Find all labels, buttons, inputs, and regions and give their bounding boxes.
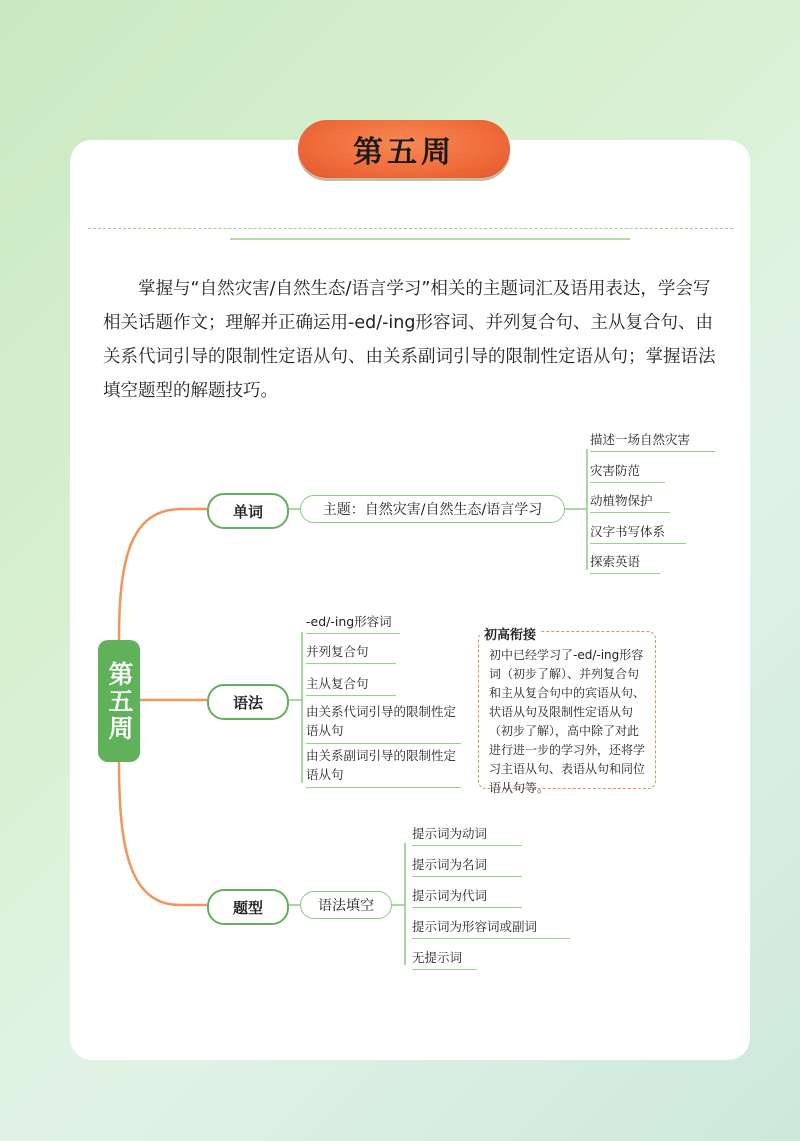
bridge-note — [478, 631, 656, 795]
mindmap-root: 第五周 — [98, 640, 140, 762]
vocab-leaf: 灾害防范 — [590, 461, 665, 483]
category-grammar: 语法 — [207, 684, 289, 720]
vocab-leaf: 汉字书写体系 — [590, 522, 686, 544]
question-leaf: 提示词为代词 — [412, 886, 522, 908]
vocab-topic: 主题：自然灾害/自然生态/语言学习 — [300, 495, 565, 523]
vocab-leaf: 描述一场自然灾害 — [590, 430, 715, 452]
intro-paragraph: 掌握与“自然灾害/自然生态/语言学习”相关的主题词汇及语用表达，学会写相关话题作文；理解并正确运用-ed/-ing形容词、并列复合句、主从复合句、由关系代词引导的限制性定语从句、由关系副词引导的限制性定语从句；掌握语法填空题型的解题技巧。 — [103, 279, 716, 401]
grammar-leaf: 由关系副词引导的限制性定语从句 — [306, 746, 461, 788]
question-leaf: 提示词为动词 — [412, 824, 522, 846]
question-leaf: 提示词为名词 — [412, 855, 522, 877]
grammar-leaf: 由关系代词引导的限制性定语从句 — [306, 702, 461, 744]
category-question-type: 题型 — [207, 889, 289, 925]
category-vocab: 单词 — [207, 493, 289, 529]
week-title: 第五周 — [298, 120, 510, 178]
vocab-leaf: 动植物保护 — [590, 491, 670, 513]
question-leaf: 无提示词 — [412, 948, 477, 970]
bridge-title: 初高衔接 — [480, 624, 540, 643]
grammar-leaf: 主从复合句 — [306, 674, 396, 696]
question-leaf: 提示词为形容词或副词 — [412, 917, 570, 939]
question-sub: 语法填空 — [300, 891, 392, 919]
bridge-text: 初中已经学习了-ed/-ing形容词（初步了解）、并列复合句和主从复合句中的宾语从句、状语从句及限制性定语从句（初步了解），高中除了对此进行进一步的学习外，还将学习主语从句、表语从句和同位语从句等。 — [489, 648, 646, 795]
grammar-leaf: -ed/-ing形容词 — [306, 612, 400, 634]
grammar-leaf: 并列复合句 — [306, 642, 396, 664]
vocab-leaf: 探索英语 — [590, 552, 660, 574]
